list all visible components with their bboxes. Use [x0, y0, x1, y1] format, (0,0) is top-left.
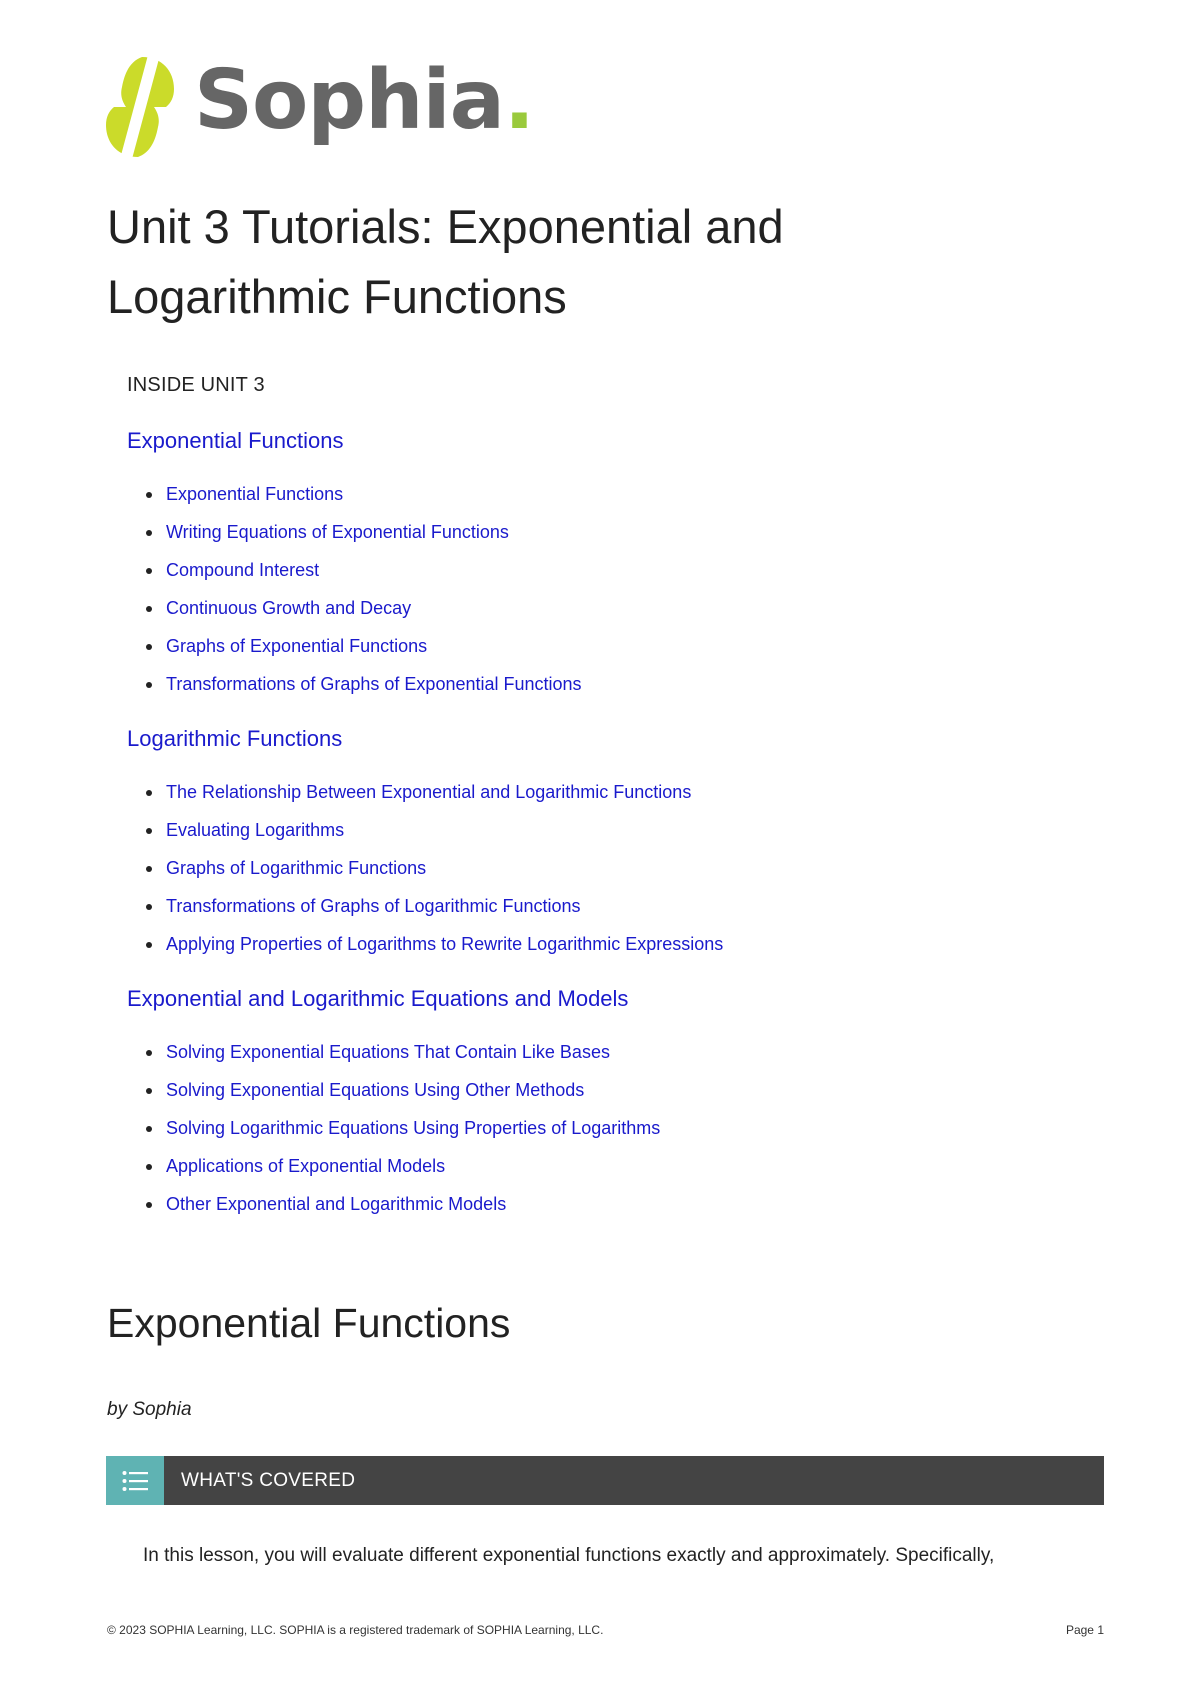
section-link-exponential-functions[interactable]: Exponential Functions [127, 428, 344, 453]
section-link-equations-and-models[interactable]: Exponential and Logarithmic Equations and Models [127, 986, 629, 1011]
whats-covered-banner [106, 1456, 1104, 1505]
list-item[interactable]: Compound Interest [146, 551, 582, 589]
section-link-logarithmic-functions[interactable]: Logarithmic Functions [127, 726, 343, 751]
list-item[interactable]: Transformations of Graphs of Exponential Functions [146, 665, 582, 703]
lesson-title: Exponential Functions [107, 1300, 511, 1346]
whats-covered-label: WHAT'S COVERED [181, 1469, 356, 1491]
list-item[interactable]: Graphs of Exponential Functions [146, 627, 582, 665]
list-item[interactable]: The Relationship Between Exponential and Logarithmic Functions [146, 773, 723, 811]
list-item[interactable]: Applying Properties of Logarithms to Rewrite Logarithmic Expressions [146, 925, 723, 963]
list-icon [106, 1456, 164, 1505]
list-item[interactable]: Continuous Growth and Decay [146, 589, 582, 627]
list-item[interactable]: Graphs of Logarithmic Functions [146, 849, 723, 887]
list-item[interactable]: Other Exponential and Logarithmic Models [146, 1185, 660, 1223]
inside-unit-label: INSIDE UNIT 3 [127, 374, 265, 396]
list-item[interactable]: Evaluating Logarithms [146, 811, 723, 849]
section-list-equations-and-models [146, 1033, 660, 1223]
list-item[interactable]: Writing Equations of Exponential Functions [146, 513, 582, 551]
sophia-mark-icon [104, 55, 176, 159]
list-item[interactable]: Applications of Exponential Models [146, 1147, 660, 1185]
lesson-intro-text: In this lesson, you will evaluate different exponential functions exactly and approximately. Specifically, [143, 1545, 995, 1566]
list-item[interactable]: Exponential Functions [146, 475, 582, 513]
footer-page-number: Page 1 [1065, 1623, 1104, 1637]
list-item[interactable]: Solving Exponential Equations That Contain Like Bases [146, 1033, 660, 1071]
sophia-logo [104, 55, 534, 159]
footer-copyright: © 2023 SOPHIA Learning, LLC. SOPHIA is a registered trademark of SOPHIA Learning, LLC. [107, 1623, 604, 1637]
section-list-exponential-functions [146, 475, 582, 703]
section-list-logarithmic-functions [146, 773, 723, 963]
list-item[interactable]: Solving Logarithmic Equations Using Properties of Logarithms [146, 1109, 660, 1147]
lesson-byline: by Sophia [107, 1399, 192, 1420]
list-item[interactable]: Solving Exponential Equations Using Other Methods [146, 1071, 660, 1109]
page-title: Unit 3 Tutorials: Exponential and Logarithmic Functions [107, 200, 784, 323]
sophia-wordmark: Sophia. [194, 53, 535, 148]
list-item[interactable]: Transformations of Graphs of Logarithmic Functions [146, 887, 723, 925]
